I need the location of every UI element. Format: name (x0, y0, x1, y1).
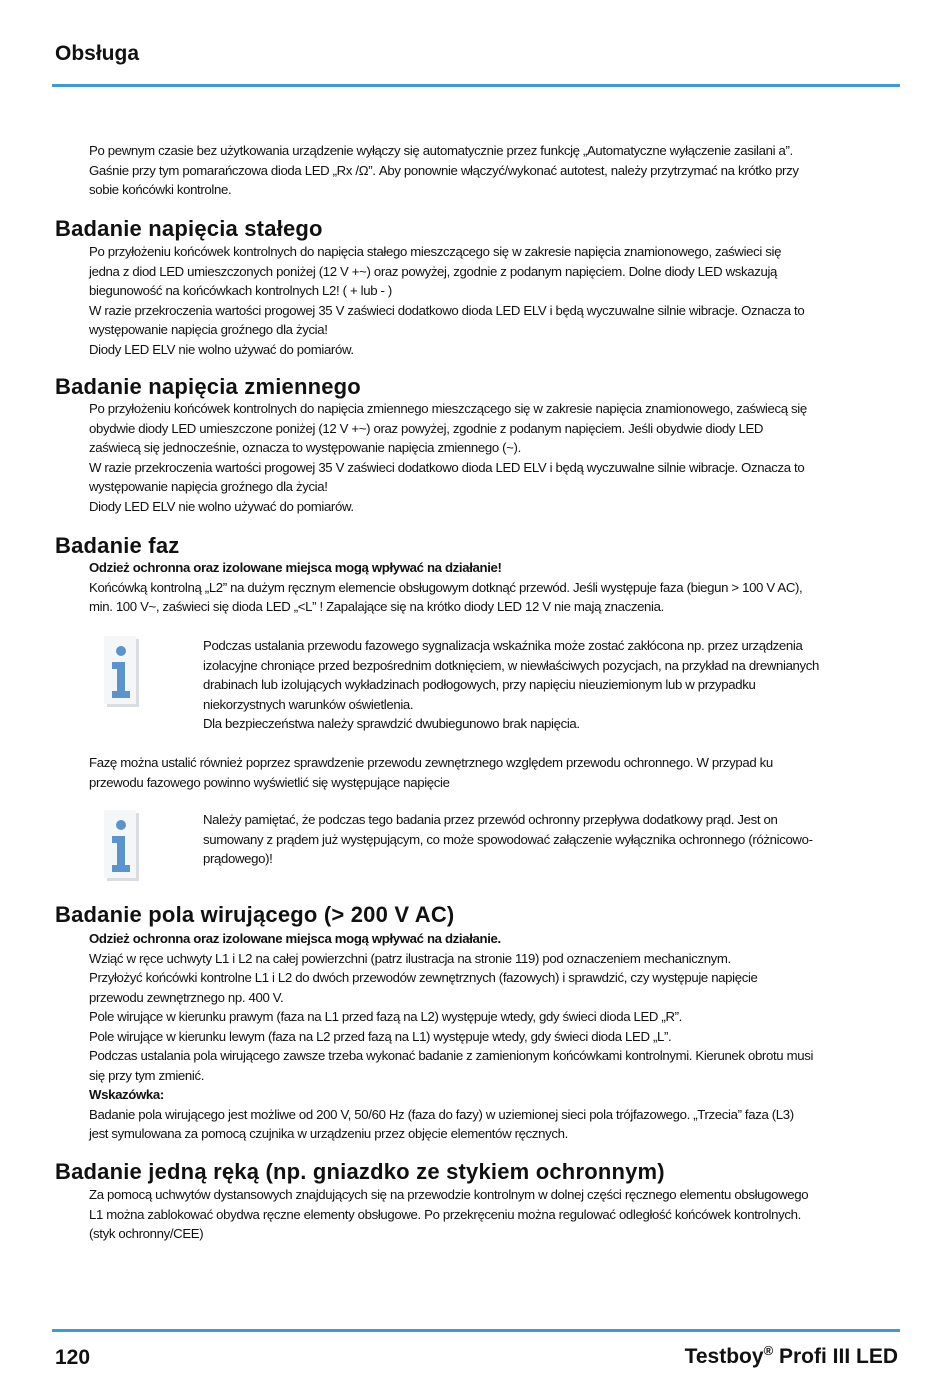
text-line: jedna z diod LED umieszczonych poniżej (12 V +~) oraz powyżej, zgodnie z podanym napięciem. Dolne diody LED wskazują (89, 263, 778, 279)
text-line: Badanie pola wirującego jest możliwe od 200 V, 50/60 Hz (faza do fazy) w uziemionej sieci pola trójfazowego. „Trzecia” faza (L3) (89, 1106, 794, 1122)
section-body-rotary (89, 929, 894, 1144)
intro-paragraph (89, 141, 894, 200)
phase-middle-paragraph (89, 753, 894, 792)
text-line: Pole wirujące w kierunku prawym (faza na L1 przed fazą na L2) występuje wtedy, gdy świeci dioda LED „R”. (89, 1009, 682, 1024)
section-body-phase (89, 558, 894, 617)
text-line: Dla bezpieczeństwa należy sprawdzić dwubiegunowo brak napięcia. (203, 716, 580, 731)
text-line: Diody LED ELV nie wolno używać do pomiarów. (89, 498, 354, 514)
warning-line: Odzież ochronna oraz izolowane miejsca mogą wpływać na działanie! (89, 560, 502, 575)
text-line: Po pewnym czasie bez użytkowania urządzenie wyłączy się automatycznie przez funkcję „Automatyczne wyłączenie zasilani a”. (89, 143, 793, 158)
text-line: drabinach lub izolujących wykładzinach podłogowych, przy napięciu nieuziemionym lub w przypadku (203, 677, 756, 692)
warning-line: Odzież ochronna oraz izolowane miejsca mogą wpływać na działanie. (89, 931, 501, 946)
section-heading-ac: Badanie napięcia zmiennego (55, 374, 361, 399)
page-header-title: Obsługa (55, 42, 140, 65)
section-heading-onehand: Badanie jedną ręką (np. gniazdko ze stykiem ochronnym) (55, 1159, 665, 1184)
text-line: Po przyłożeniu końcówek kontrolnych do napięcia zmiennego mieszczącego się w zakresie napięcia znamionowego, zaświecą się (89, 401, 807, 416)
text-line: Po przyłożeniu końcówek kontrolnych do napięcia stałego mieszczącego się w zakresie napięcia znamionowego, zaświeci się (89, 244, 782, 259)
text-line: występowanie napięcia groźnego dla życia! (89, 322, 328, 337)
text-line: W razie przekroczenia wartości progowej 35 V zaświeci dodatkowo dioda LED ELV i będą wyczuwalne silnie wibracje. Oznacza to (89, 302, 805, 318)
section-body-dc (89, 242, 894, 359)
text-line: W razie przekroczenia wartości progowej 35 V zaświeci dodatkowo dioda LED ELV i będą wyczuwalne silnie wibracje. Oznacza to (89, 459, 805, 475)
text-line: przewodu zewnętrznego np. 400 V. (89, 989, 284, 1005)
text-line: prądowego)! (203, 851, 273, 866)
text-line: sumowany z prądem już występującym, co może spowodować załączenie wyłącznika ochronnego (różnicowo- (203, 831, 813, 847)
section-body-ac (89, 399, 894, 516)
page-number: 120 (55, 1346, 91, 1369)
text-line: Gaśnie przy tym pomarańczowa dioda LED „Rx /Ω”. Aby ponownie włączyć/wykonać autotest, należy przytrzymać na krótko przy (89, 162, 799, 178)
section-heading-dc: Badanie napięcia stałego (55, 216, 323, 241)
text-line: Wziąć w ręce uchwyty L1 i L2 na całej powierzchni (patrz ilustracja na stronie 119) pod oznaczeniem mechanicznym. (89, 950, 731, 966)
text-line: Należy pamiętać, że podczas tego badania przez przewód ochronny przepływa dodatkowy prąd. Jest on (203, 812, 778, 827)
text-line: Przyłożyć końcówki kontrolne L1 i L2 do dwóch przewodów zewnętrznych (fazowych) i sprawdzić, czy występuje napięcie (89, 970, 758, 985)
text-line: sobie końcówki kontrolne. (89, 182, 232, 197)
registered-mark: ® (763, 1343, 774, 1358)
info-note-1 (203, 636, 893, 734)
text-line: Za pomocą uchwytów dystansowych znajdujących się na przewodzie kontrolnym w dolnej części ręcznego elementu obsługowego (89, 1187, 809, 1202)
text-line: (styk ochronny/CEE) (89, 1226, 204, 1241)
text-line: występowanie napięcia groźnego dla życia! (89, 479, 328, 494)
section-body-onehand (89, 1185, 894, 1244)
text-line: min. 100 V~, zaświeci się dioda LED „<L” ! Zapalające się na krótko diody LED 12 V nie mają znaczenia. (89, 599, 664, 614)
product-name (685, 1343, 898, 1369)
text-line: się przy tym zmienić. (89, 1067, 205, 1083)
text-line: obydwie diody LED umieszczone poniżej (12 V +~) oraz powyżej, zgodnie z podanym napięciem. Jeśli obydwie diody LED (89, 420, 764, 436)
text-line: Podczas ustalania przewodu fazowego sygnalizacja wskaźnika może zostać zakłócona np. przez urządzenia (203, 638, 803, 653)
text-line: biegunowość na końcówkach kontrolnych L2! ( + lub - ) (89, 283, 392, 298)
product-model: Profi III LED (773, 1345, 898, 1368)
text-line: Podczas ustalania pola wirującego zawsze trzeba wykonać badanie z zamienionym końcówkami kontrolnymi. Kierunek obrotu musi (89, 1048, 814, 1063)
text-line: przewodu fazowego powinno wyświetlić się występujące napięcie (89, 774, 450, 790)
text-line: Pole wirujące w kierunku lewym (faza na L2 przed fazą na L1) występuje wtedy, gdy świeci dioda LED „L”. (89, 1028, 672, 1044)
text-line: niekorzystnych warunków oświetlenia. (203, 696, 414, 712)
text-line: izolacyjne chroniące przed bezpośrednim dotknięciem, w niewłaściwych pozycjach, na przykład na drewnianych (203, 657, 820, 673)
info-note-2 (203, 810, 893, 869)
text-line: Diody LED ELV nie wolno używać do pomiarów. (89, 341, 354, 357)
footer-divider (52, 1329, 900, 1332)
header-divider (52, 84, 900, 87)
section-heading-phase: Badanie faz (55, 533, 180, 558)
info-icon (104, 810, 140, 882)
text-line: zaświecą się jednocześnie, oznacza to występowanie napięcia zmiennego (~). (89, 440, 521, 455)
tip-label: Wskazówka: (89, 1087, 164, 1102)
text-line: Fazę można ustalić również poprzez sprawdzenie przewodu zewnętrznego względem przewodu ochronnego. W przypad ku (89, 755, 773, 770)
info-icon (104, 636, 140, 708)
section-heading-rotary: Badanie pola wirującego (> 200 V AC) (55, 902, 455, 927)
text-line: Końcówką kontrolną „L2” na dużym ręcznym elemencie obsługowym dotknąć przewód. Jeśli występuje faza (biegun > 100 V AC), (89, 579, 803, 595)
text-line: jest symulowana za pomocą czujnika w urządzeniu przez objęcie elementów ręcznych. (89, 1126, 568, 1141)
brand-name: Testboy (684, 1345, 764, 1368)
text-line: L1 można zablokować obydwa ręczne elementy obsługowe. Po przekręceniu można regulować odległość końcówek kontrolnych. (89, 1206, 801, 1222)
